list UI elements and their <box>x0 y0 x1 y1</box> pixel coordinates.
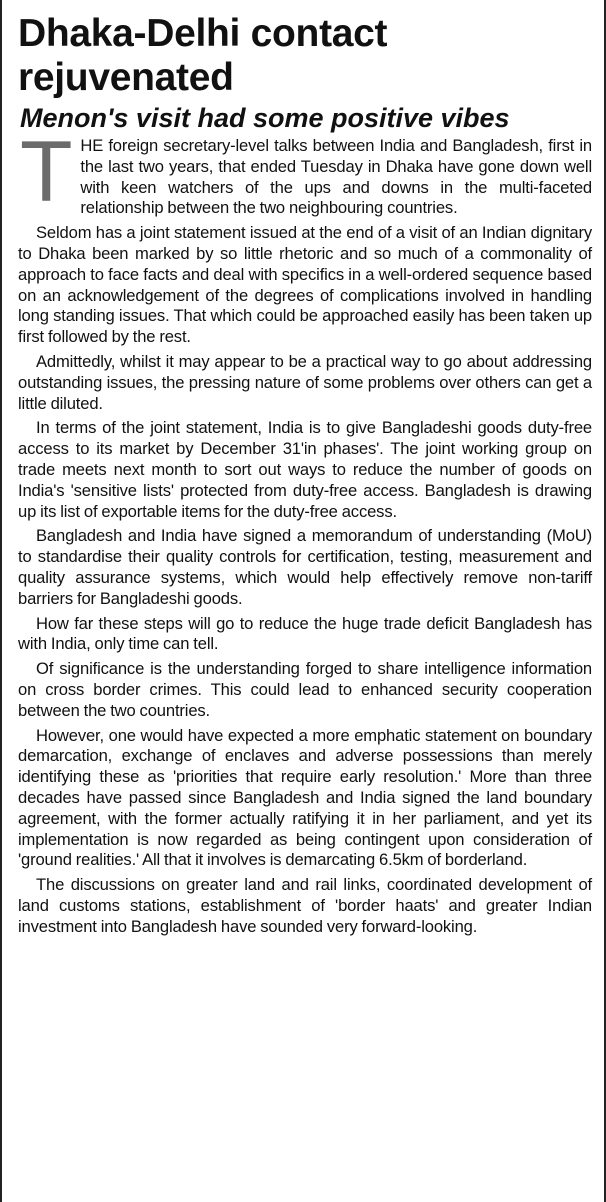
paragraph-8: However, one would have expected a more emphatic statement on boundary demarcation, exchange of enclaves and adverse possessions than merely identifying these as 'priorities that require early resolution.' More than three decades have passed since Bangladesh and India signed the land boundary agreement, with the former actually ratifying it in her parliament, and yet its implementation is now regarded as being contingent upon consideration of 'ground realities.' All that it involves is demarcating 6.5km of borderland. <box>18 725 592 870</box>
paragraph-2: Seldom has a joint statement issued at the end of a visit of an Indian dignitary to Dhaka been marked by so little rhetoric and so much of a commonality of approach to face facts and deal with specifics in a well-ordered sequence based on an acknowledgement of the degrees of complications involved in handling long standing issues. That which could be approached easily has been taken up first followed by the rest. <box>18 223 592 347</box>
headline: Dhaka-Delhi contact rejuvenated <box>18 12 388 99</box>
subheadline: Menon's visit had some positive vibes <box>20 103 510 133</box>
paragraph-7: Of significance is the understanding forged to share intelligence information on cross border crimes. This could lead to enhanced security cooperation between the two countries. <box>18 659 592 720</box>
paragraph-4: In terms of the joint statement, India is to give Bangladeshi goods duty-free access to its market by December 31'in phases'. The joint working group on trade meets next month to sort out ways to reduce the number of goods on India's 'sensitive lists' protected from duty-free access. Bangladesh is drawing up its list of exportable items for the duty-free access. <box>18 418 592 521</box>
paragraph-6: How far these steps will go to reduce the huge trade deficit Bangladesh has with India, only time can tell. <box>18 613 592 654</box>
paragraph-1-text: HE foreign secretary-level talks between India and Bangladesh, first in the last two years, that ended Tuesday in Dhaka have gone down well with keen watchers of the ups and downs in the multi-faceted relationship between the two neighbouring countries. <box>80 136 592 218</box>
drop-cap: T <box>20 124 73 220</box>
paragraph-3: Admittedly, whilst it may appear to be a practical way to go about addressing outstanding issues, the pressing nature of some problems over others can get a little diluted. <box>18 351 592 413</box>
paragraph-9: The discussions on greater land and rail links, coordinated development of land customs stations, establishment of 'border haats' and greater Indian investment into Bangladesh have sounded very forward-looking. <box>18 875 592 936</box>
article-body <box>18 124 592 937</box>
paragraph-5: Bangladesh and India have signed a memorandum of understanding (MoU) to standardise their quality controls for certification, testing, measurement and quality assurance systems, which would help effectively remove non-tariff barriers for Bangladeshi goods. <box>18 526 592 608</box>
paragraph-1 <box>18 124 592 220</box>
